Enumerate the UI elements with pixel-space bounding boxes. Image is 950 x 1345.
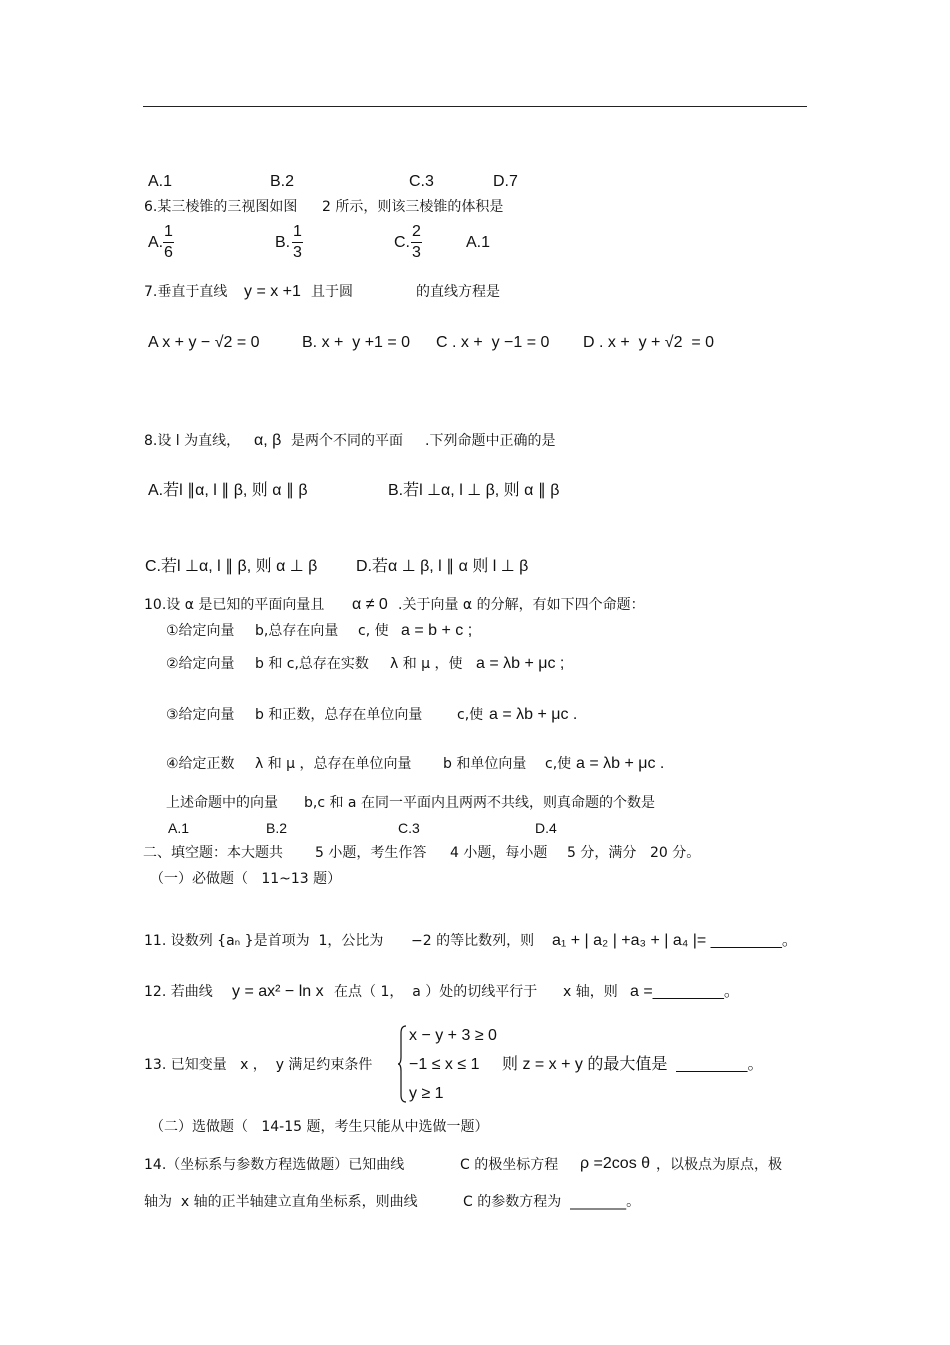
q10-option-c: C.3 xyxy=(398,820,420,836)
header-rule xyxy=(143,106,807,107)
q6-option-b-fraction xyxy=(292,224,303,261)
q6-option-a-fraction xyxy=(163,224,174,261)
q13-constraint-3: y ≥ 1 xyxy=(409,1085,444,1102)
q10-proposition-2-equation: a = λb + μc ; xyxy=(476,655,565,672)
q11-stem-2: −2 的等比数列，则 xyxy=(411,933,535,949)
q10-proposition-3b: b 和正数，总存在单位向量 xyxy=(255,707,423,723)
q7-stem: 7.垂直于直线 xyxy=(144,284,228,300)
section-title-4: 5 分，满分 xyxy=(567,845,637,861)
q6-stem: 6.某三棱锥的三视图如图 xyxy=(144,199,298,215)
q10-proposition-4d: c,使 xyxy=(545,756,572,772)
q11-stem: 11. 设数列 {aₙ }是首项为 1，公比为 xyxy=(144,933,384,949)
brace-shape xyxy=(397,1025,407,1103)
q8-option-a: A.若l ∥α, l ∥ β, 则 α ∥ β xyxy=(148,482,308,499)
q7-option-b: B. x + y +1 = 0 xyxy=(302,334,411,351)
q8-option-d: D.若α ⊥ β, l ∥ α 则 l ⊥ β xyxy=(356,558,529,575)
q8-stem-symbols: α, β xyxy=(254,432,282,449)
q12-stem-2: 在点（ 1， a ）处的切线平行于 xyxy=(334,984,538,1000)
q6-option-c-prefix: C. xyxy=(394,234,410,251)
q6-option-c-fraction xyxy=(411,224,422,261)
q10-proposition-2c: λ 和 μ ，使 xyxy=(390,656,463,672)
q12-answer-blank: a =________。 xyxy=(630,983,740,1000)
required-subsection: （一）必做题（ 11~13 题） xyxy=(150,871,342,887)
q10-proposition-4-equation: a = λb + μc . xyxy=(576,755,665,772)
q10-stem-2: .关于向量 α 的分解，有如下四个命题： xyxy=(398,597,645,613)
q10-proposition-4c: b 和单位向量 xyxy=(443,756,527,772)
q7-option-d: D . x + y + √2 = 0 xyxy=(583,334,715,351)
q7-stem-equation: y = x +1 xyxy=(244,283,301,300)
q10-note-2: b,c 和 a 在同一平面内且两两不共线，则真命题的个数是 xyxy=(304,795,655,811)
q14-stem-4: 轴为 x 轴的正半轴建立直角坐标系，则曲线 xyxy=(144,1194,418,1210)
q13-constraint-1: x − y + 3 ≥ 0 xyxy=(409,1027,497,1044)
q14-stem: 14.（坐标系与参数方程选做题）已知曲线 xyxy=(144,1157,405,1173)
q10-proposition-1b: b,总存在向量 xyxy=(255,623,339,639)
section-title: 二、填空题：本大题共 xyxy=(143,845,283,861)
section-title-5: 20 分。 xyxy=(650,845,701,861)
q5-option-a: A.1 xyxy=(148,173,173,190)
q7-option-c: C . x + y −1 = 0 xyxy=(436,334,550,351)
q14-polar-equation: ρ =2cos θ xyxy=(580,1155,651,1172)
fraction-bar xyxy=(292,242,303,243)
section-title-3: 4 小题，每小题 xyxy=(450,845,548,861)
q7-stem-3: 的直线方程是 xyxy=(416,284,500,300)
q10-proposition-2b: b 和 c,总存在实数 xyxy=(255,656,369,672)
q5-option-b: B.2 xyxy=(270,173,295,190)
q6-stem-2: 2 所示，则该三棱锥的体积是 xyxy=(322,199,504,215)
q13-stem: 13. 已知变量 x ， y 满足约束条件 xyxy=(144,1057,373,1073)
optional-subsection: （二）选做题（ 14-15 题，考生只能从中选做一题） xyxy=(150,1119,489,1135)
denominator: 3 xyxy=(293,244,302,261)
q10-proposition-3-equation: a = λb + μc . xyxy=(489,706,578,723)
q10-option-b: B.2 xyxy=(266,820,288,836)
numerator: 1 xyxy=(293,223,302,240)
q6-option-d: A.1 xyxy=(466,234,491,251)
q10-proposition-1: ①给定向量 xyxy=(166,623,235,639)
q10-proposition-1-equation: a = b + c ; xyxy=(401,622,473,639)
q13-constraint-2: −1 ≤ x ≤ 1 xyxy=(409,1056,480,1073)
q10-proposition-3: ③给定向量 xyxy=(166,707,235,723)
q10-proposition-4b: λ 和 μ ，总存在单位向量 xyxy=(255,756,412,772)
q13-objective: 则 z = x + y 的最大值是 ________。 xyxy=(502,1056,764,1073)
q14-stem-3: ，以极点为原点，极 xyxy=(656,1157,782,1173)
q10-option-d: D.4 xyxy=(535,820,557,836)
q10-proposition-2: ②给定向量 xyxy=(166,656,235,672)
q10-proposition-4: ④给定正数 xyxy=(166,756,235,772)
q10-proposition-1c: c, 使 xyxy=(358,623,389,639)
q8-stem: 8.设 l 为直线， xyxy=(144,433,241,449)
q5-option-d: D.7 xyxy=(493,173,518,190)
q10-stem: 10.设 α 是已知的平面向量且 xyxy=(144,597,325,613)
q10-proposition-3c: c,使 xyxy=(457,707,484,723)
q14-stem-2: C 的极坐标方程 xyxy=(460,1157,559,1173)
q6-option-b-prefix: B. xyxy=(275,234,291,251)
q10-stem-condition: α ≠ 0 xyxy=(352,596,388,613)
q11-expression: a₁ + | a₂ | +a₃ + | a₄ |= ________。 xyxy=(552,932,798,949)
q5-option-c: C.3 xyxy=(409,173,434,190)
fraction-bar xyxy=(411,242,422,243)
denominator: 6 xyxy=(164,244,173,261)
constraint-brace xyxy=(397,1025,407,1103)
q7-option-a: A x + y − √2 = 0 xyxy=(148,334,260,351)
q8-stem-2: 是两个不同的平面 xyxy=(291,433,403,449)
q10-note: 上述命题中的向量 xyxy=(166,795,278,811)
denominator: 3 xyxy=(412,244,421,261)
q8-option-c: C.若l ⊥α, l ∥ β, 则 α ⊥ β xyxy=(145,558,318,575)
q12-stem-3: x 轴，则 xyxy=(563,984,618,1000)
numerator: 2 xyxy=(412,223,421,240)
q12-stem: 12. 若曲线 xyxy=(144,984,213,1000)
q6-option-a-prefix: A. xyxy=(148,234,164,251)
numerator: 1 xyxy=(164,223,173,240)
q8-stem-3: .下列命题中正确的是 xyxy=(425,433,556,449)
q7-stem-2: 且于圆 xyxy=(311,284,353,300)
q14-stem-5: C 的参数方程为 ________。 xyxy=(463,1194,641,1210)
q12-curve-equation: y = ax² − ln x xyxy=(232,983,324,1000)
q8-option-b: B.若l ⊥α, l ⊥ β, 则 α ∥ β xyxy=(388,482,560,499)
q10-option-a: A.1 xyxy=(168,820,190,836)
fraction-bar xyxy=(163,242,174,243)
section-title-2: 5 小题，考生作答 xyxy=(315,845,427,861)
